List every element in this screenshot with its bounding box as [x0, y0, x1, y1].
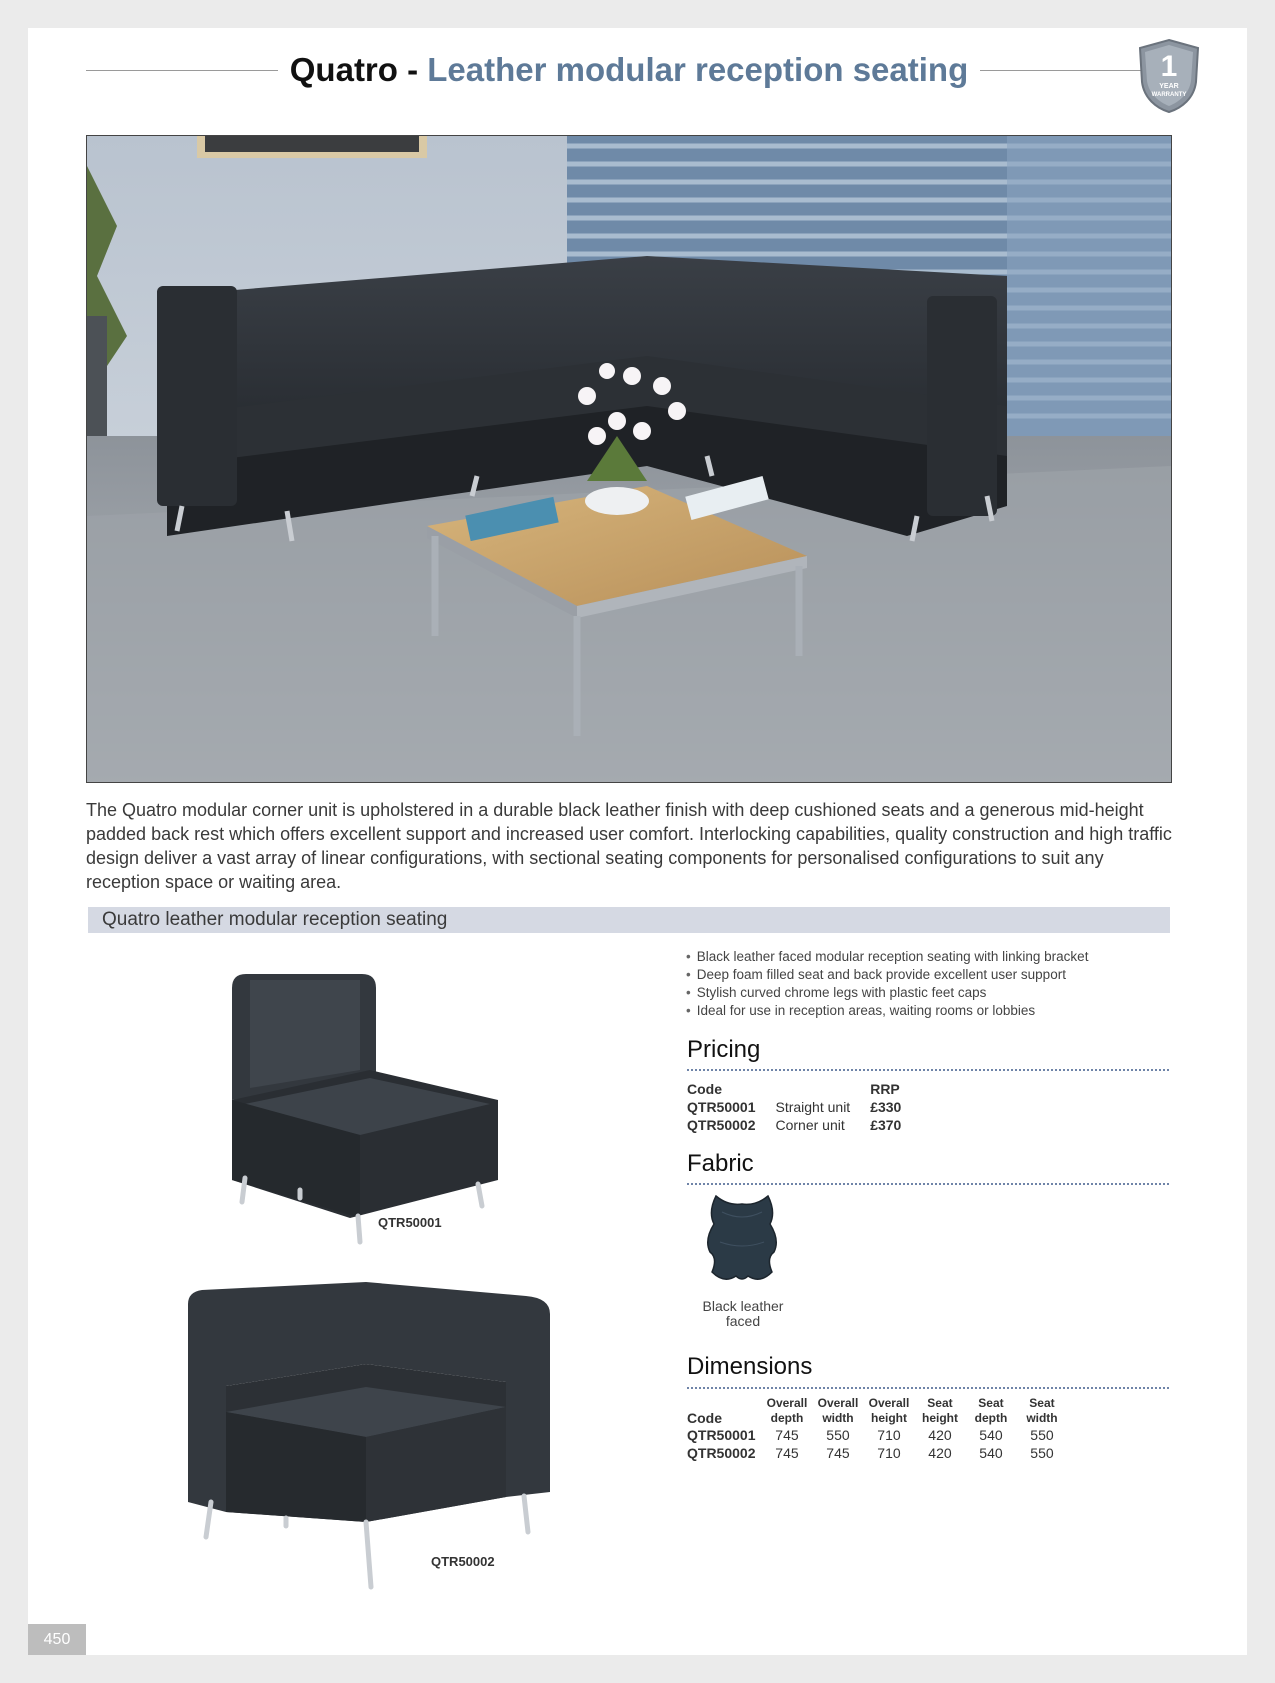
straight-unit-chair-illustration — [220, 970, 500, 1250]
column-header: depth — [974, 1411, 1008, 1425]
list-item: • Deep foam filled seat and back provide excellent user support — [686, 966, 1166, 984]
fabric-divider — [687, 1183, 1169, 1185]
dimension-value: 550 — [1030, 1445, 1054, 1461]
column-header: width — [1026, 1411, 1058, 1425]
pricing-divider — [687, 1069, 1169, 1071]
product-code: QTR50002 — [687, 1117, 756, 1133]
product-code-label: QTR50001 — [378, 1215, 442, 1230]
product-code: QTR50001 — [687, 1427, 756, 1443]
code-column-header: Code — [687, 1410, 722, 1426]
fabric-heading: Fabric — [687, 1150, 754, 1177]
table-header-row — [687, 1080, 921, 1098]
dimensions-heading: Dimensions — [687, 1353, 813, 1380]
dimension-value: 540 — [979, 1427, 1003, 1443]
column-header: Overall — [766, 1396, 808, 1410]
dimensions-divider — [687, 1387, 1169, 1389]
dimension-value: 420 — [928, 1427, 952, 1443]
table-header-row — [687, 1411, 1067, 1426]
title-subtitle: Leather modular reception seating — [427, 51, 969, 88]
product-image-corner-unit — [186, 1282, 550, 1597]
warranty-label: WARRANTY — [1151, 92, 1187, 98]
column-header: height — [921, 1411, 958, 1425]
hero-photo — [86, 135, 1172, 783]
dimension-value: 745 — [775, 1445, 799, 1461]
leather-hide-icon — [702, 1192, 782, 1288]
table-row — [687, 1098, 921, 1116]
pricing-table — [687, 1080, 921, 1134]
title-product-name: Quatro - — [289, 51, 419, 88]
dimension-value: 550 — [826, 1427, 850, 1443]
feature-list — [686, 948, 1166, 1020]
column-header: height — [870, 1411, 907, 1425]
dimension-value: 550 — [1030, 1427, 1054, 1443]
product-code: QTR50001 — [687, 1099, 756, 1115]
product-code-label: QTR50002 — [431, 1554, 495, 1569]
section-title: Quatro leather modular reception seating — [102, 909, 448, 930]
warranty-year-label: YEAR — [1159, 83, 1179, 90]
dimension-value: 710 — [877, 1445, 901, 1461]
column-header: Overall — [817, 1396, 859, 1410]
product-type: Corner unit — [775, 1117, 845, 1133]
product-description: The Quatro modular corner unit is upholstered in a durable black leather finish with deep cushioned seats and a generous mid-height padded back rest which offers excellent support and increased user comfort. Interlocking capabilities, quality construction and high traffic design deliver a vast array of linear configurations, with sectional seating components for personalised configurations to suit any reception space or waiting area. — [86, 800, 1172, 892]
fabric-swatch-label: Black leather faced — [702, 1298, 784, 1329]
page-number: 450 — [28, 1624, 86, 1655]
product-price: £370 — [870, 1117, 902, 1133]
column-header: depth — [770, 1411, 804, 1425]
warranty-number: 1 — [1160, 50, 1178, 83]
table-row — [687, 1426, 1067, 1444]
warranty-shield-icon — [1136, 38, 1202, 114]
table-header-row — [687, 1396, 1067, 1411]
column-header: Seat — [927, 1396, 953, 1410]
column-header: Seat — [1029, 1396, 1055, 1410]
product-code: QTR50002 — [687, 1445, 756, 1461]
list-item: • Black leather faced modular reception seating with linking bracket — [686, 948, 1166, 966]
dimension-value: 745 — [826, 1445, 850, 1461]
pricing-heading: Pricing — [687, 1036, 761, 1063]
column-header: width — [822, 1411, 854, 1425]
code-column-header: Code — [687, 1081, 722, 1097]
dimension-value: 540 — [979, 1445, 1003, 1461]
product-image-straight-unit — [220, 970, 500, 1250]
page-title — [86, 50, 1172, 92]
column-header: Overall — [868, 1396, 910, 1410]
dimension-value: 710 — [877, 1427, 901, 1443]
table-row — [687, 1444, 1067, 1462]
product-type: Straight unit — [775, 1099, 851, 1115]
list-item: • Stylish curved chrome legs with plastic feet caps — [686, 984, 1166, 1002]
product-price: £330 — [870, 1099, 902, 1115]
corner-unit-chair-illustration — [186, 1282, 550, 1597]
dimensions-table — [687, 1396, 1067, 1462]
dimension-value: 420 — [928, 1445, 952, 1461]
section-header — [88, 907, 1170, 933]
table-row — [687, 1116, 921, 1134]
reception-scene-illustration — [87, 136, 1171, 782]
dimension-value: 745 — [775, 1427, 799, 1443]
list-item: • Ideal for use in reception areas, waiting rooms or lobbies — [686, 1002, 1166, 1020]
rrp-column-header: RRP — [870, 1081, 900, 1097]
column-header: Seat — [978, 1396, 1004, 1410]
